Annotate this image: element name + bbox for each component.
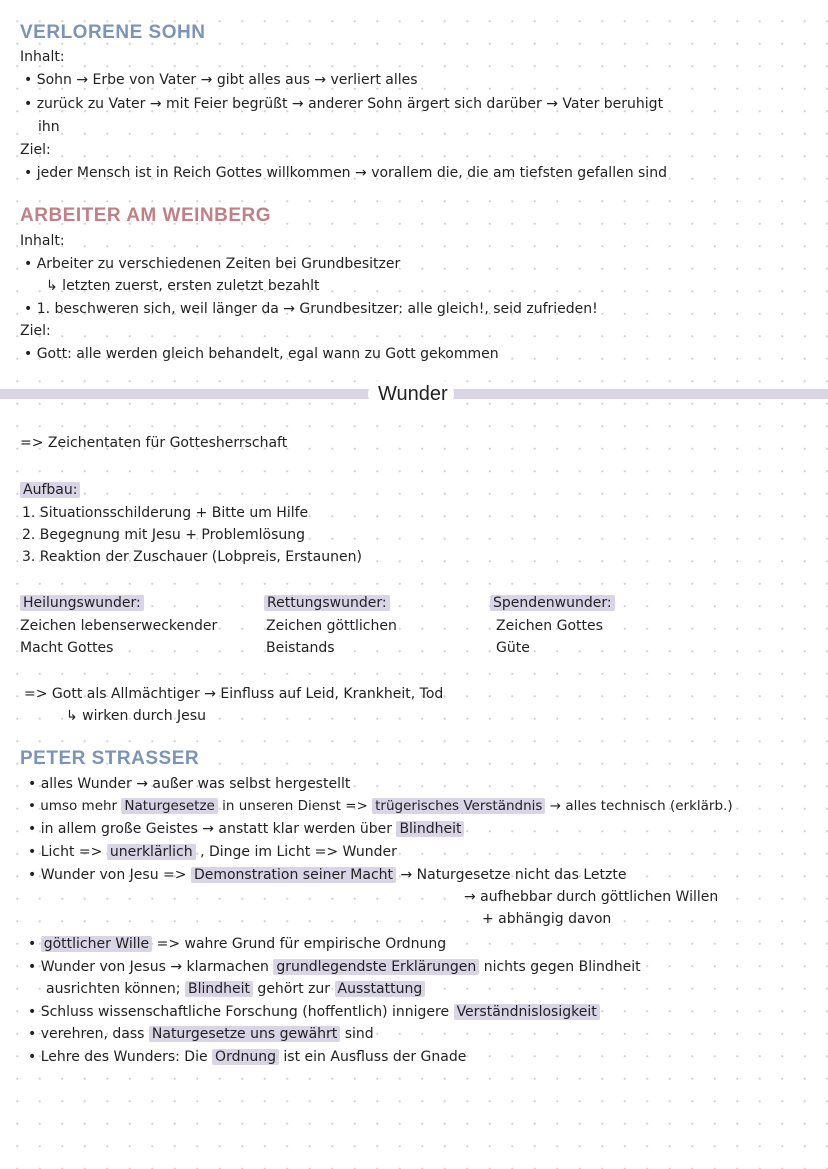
note-line: Macht Gottes: [20, 640, 114, 656]
note-line: • verehren, dass Naturgesetze uns gewährt sind: [28, 1026, 374, 1042]
heading-verlorene-sohn: VERLORENE SOHN: [20, 22, 206, 43]
note-line: • Schluss wissenschaftliche Forschung (hoffentlich) innigere Verständnislosigkeit: [28, 1003, 600, 1021]
highlight: grundlegendste Erklärungen: [273, 959, 479, 975]
highlight: Demonstration seiner Macht: [191, 867, 396, 883]
note-line: • Licht => unerklärlich , Dinge im Licht => Wunder: [28, 844, 397, 860]
step-item: 3. Reaktion der Zuschauer (Lobpreis, Erstaunen): [22, 549, 362, 565]
note-line: • Gott: alle werden gleich behandelt, egal wann zu Gott gekommen: [24, 346, 499, 362]
note-line: • jeder Mensch ist in Reich Gottes willkommen → vorallem die, die am tiefsten gefallen sind: [24, 165, 667, 181]
highlight: Blindheit: [396, 821, 464, 837]
label-ziel: Ziel:: [20, 142, 51, 158]
step-item: 2. Begegnung mit Jesu + Problemlösung: [22, 527, 305, 543]
highlight: Naturgesetze: [121, 798, 217, 814]
highlight: Aufbau:: [20, 482, 80, 498]
note-line: • Wunder von Jesus → klarmachen grundlegendste Erklärungen nichts gegen Blindheit: [28, 959, 641, 975]
note-line: • alles Wunder → außer was selbst hergestellt: [28, 776, 351, 792]
heading-peter-strasser: PETER STRASSER: [20, 748, 200, 769]
note-line: + abhängig davon: [482, 911, 612, 927]
highlight: Naturgesetze uns gewährt: [149, 1026, 340, 1042]
category-spendenwunder: [490, 594, 615, 612]
note-line: Zeichen göttlichen: [266, 618, 397, 634]
note-line: Güte: [496, 640, 530, 656]
highlight: Rettungswunder:: [264, 595, 390, 611]
highlight: göttlicher Wille: [41, 936, 152, 952]
note-line: • umso mehr Naturgesetze in unseren Dienst => trügerisches Verständnis → alles technisch (erklärb.): [28, 798, 733, 814]
note-line: Zeichen lebenserweckender: [20, 618, 218, 634]
note-line: ↳ letzten zuerst, ersten zuletzt bezahlt: [46, 278, 320, 294]
highlight: Verständnislosigkeit: [454, 1004, 600, 1020]
note-line: • Sohn → Erbe von Vater → gibt alles aus → verliert alles: [24, 72, 418, 88]
note-line: → aufhebbar durch göttlichen Willen: [464, 889, 719, 905]
highlight: Spendenwunder:: [490, 595, 615, 611]
divider-label-wunder: Wunder: [378, 383, 448, 405]
label-aufbau: [20, 481, 80, 499]
highlight: trügerisches Verständnis: [372, 798, 545, 814]
highlight: Blindheit: [185, 981, 253, 997]
category-heilungswunder: [20, 594, 144, 612]
note-line: ↳ wirken durch Jesu: [66, 708, 206, 724]
step-item: 1. Situationsschilderung + Bitte um Hilfe: [22, 505, 309, 521]
note-line: Beistands: [266, 640, 335, 656]
note-line: Zeichen Gottes: [496, 618, 603, 634]
note-line: • Arbeiter zu verschiedenen Zeiten bei Grundbesitzer: [24, 256, 401, 272]
note-line: • in allem große Geistes → anstatt klar werden über Blindheit: [28, 820, 464, 838]
note-line: => Zeichentaten für Gottesherrschaft: [20, 435, 288, 451]
note-line: • Wunder von Jesu => Demonstration seiner Macht → Naturgesetze nicht das Letzte: [28, 867, 627, 883]
label-ziel: Ziel:: [20, 323, 51, 339]
note-line: • Lehre des Wunders: Die Ordnung ist ein Ausfluss der Gnade: [28, 1049, 467, 1065]
category-rettungswunder: [264, 594, 390, 612]
note-line: ihn: [38, 119, 60, 135]
note-line: • 1. beschweren sich, weil länger da → Grundbesitzer: alle gleich!, seid zufrieden!: [24, 301, 598, 317]
label-inhalt: Inhalt:: [20, 49, 65, 65]
highlight: Heilungswunder:: [20, 595, 144, 611]
heading-arbeiter-am-weinberg: ARBEITER AM WEINBERG: [20, 205, 272, 226]
note-line: • zurück zu Vater → mit Feier begrüßt → anderer Sohn ärgert sich darüber → Vater beruhigt: [24, 96, 664, 112]
note-line: => Gott als Allmächtiger → Einfluss auf Leid, Krankheit, Tod: [24, 686, 444, 702]
note-line: • göttlicher Wille => wahre Grund für empirische Ordnung: [28, 936, 447, 952]
highlight: unerklärlich: [107, 844, 196, 860]
note-line: ausrichten können; Blindheit gehört zur Ausstattung: [46, 980, 425, 998]
highlight: Ausstattung: [335, 981, 426, 997]
label-inhalt: Inhalt:: [20, 233, 65, 249]
highlight: Ordnung: [212, 1049, 279, 1065]
